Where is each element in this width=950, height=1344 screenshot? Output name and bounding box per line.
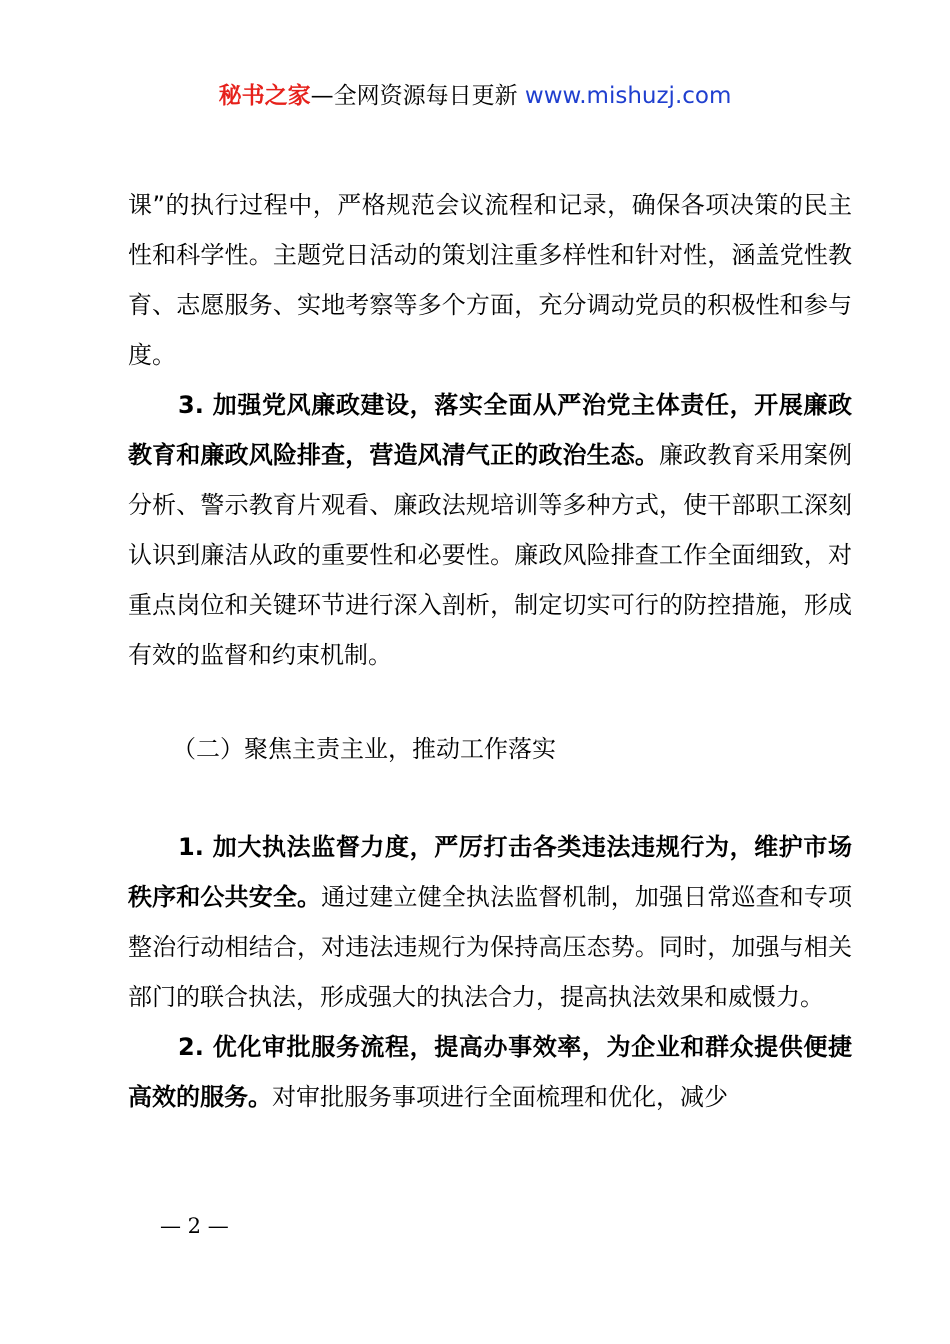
section-title: （二）聚焦主责主业，推动工作落实 bbox=[172, 735, 556, 763]
brand-name: 秘书之家 bbox=[218, 83, 311, 109]
paragraph-4-heading: 2. 优化审批服务流程，提高办事效率，为企业和群众提供便捷高效的服务。 bbox=[128, 1033, 852, 1111]
header-slogan: —全网资源每日更新 bbox=[310, 83, 525, 109]
paragraph-1: 课”的执行过程中，严格规范会议流程和记录，确保各项决策的民主性和科学性。主题党日活动的策划注重多样性和针对性，涵盖党性教育、志愿服务、实地考察等多个方面，充分调动党员的积极性和参与度。 bbox=[128, 191, 852, 369]
site-url-link[interactable]: www.mishuzj.com bbox=[524, 83, 732, 109]
site-header bbox=[0, 80, 950, 112]
paragraph-2-text: 廉政教育采用案例分析、警示教育片观看、廉政法规培训等多种方式，使干部职工深刻认识到廉洁从政的重要性和必要性。廉政风险排查工作全面细致，对重点岗位和关键环节进行深入剖析，制定切实可行的防控措施，形成有效的监督和约束机制。 bbox=[128, 441, 853, 669]
paragraph-2 bbox=[128, 380, 852, 680]
paragraph-4-text: 对审批服务事项进行全面梳理和优化，减少 bbox=[272, 1083, 728, 1111]
document-body bbox=[128, 180, 852, 1122]
page-number: — 2 — bbox=[160, 1214, 229, 1238]
paragraph-4 bbox=[128, 1022, 852, 1122]
paragraph-3-text: 通过建立健全执法监督机制，加强日常巡查和专项整治行动相结合，对违法违规行为保持高压态势。同时，加强与相关部门的联合执法，形成强大的执法合力，提高执法效果和威慑力。 bbox=[128, 883, 853, 1011]
paragraph-3-heading: 1. 加大执法监督力度，严厉打击各类违法违规行为，维护市场秩序和公共安全。 bbox=[128, 833, 852, 911]
paragraph-2-heading: 3. 加强党风廉政建设，落实全面从严治党主体责任，开展廉政教育和廉政风险排查，营造风清气正的政治生态。 bbox=[128, 391, 852, 469]
paragraph-3 bbox=[128, 822, 852, 1022]
